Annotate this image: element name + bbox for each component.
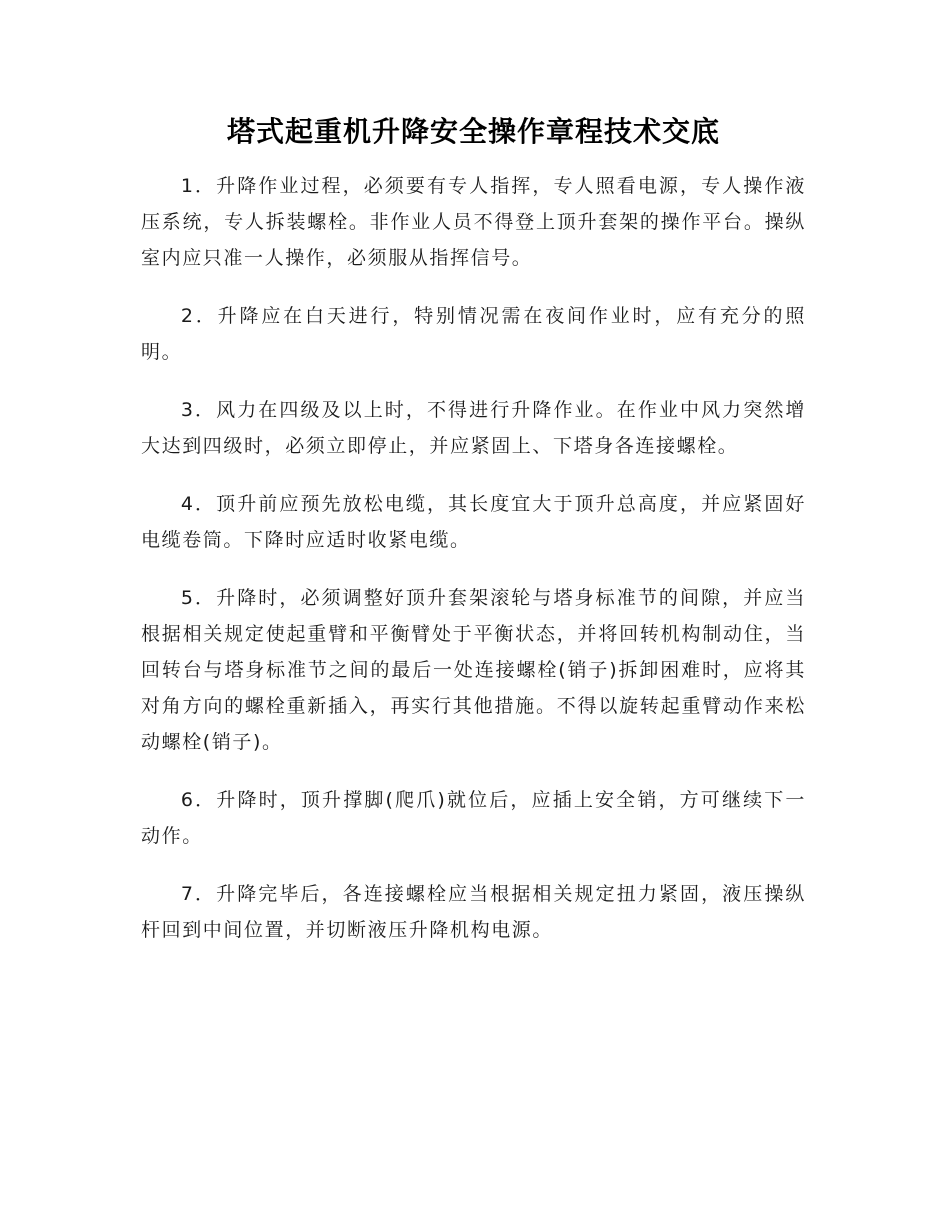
paragraph-1: 1．升降作业过程，必须要有专人指挥，专人照看电源，专人操作液压系统，专人拆装螺栓。非作业人员不得登上顶升套架的操作平台。操纵室内应只准一人操作，必须服从指挥信号。 — [141, 175, 806, 269]
paragraph-4: 4．顶升前应预先放松电缆，其长度宜大于顶升总高度，并应紧固好电缆卷筒。下降时应适时收紧电缆。 — [141, 493, 806, 551]
paragraph-3: 3．风力在四级及以上时，不得进行升降作业。在作业中风力突然增大达到四级时，必须立即停止，并应紧固上、下塔身各连接螺栓。 — [141, 399, 806, 457]
paragraph-2: 2．升降应在白天进行，特别情况需在夜间作业时，应有充分的照明。 — [141, 305, 806, 363]
paragraph-5: 5．升降时，必须调整好顶升套架滚轮与塔身标准节的间隙，并应当根据相关规定使起重臂和平衡臂处于平衡状态，并将回转机构制动住，当回转台与塔身标准节之间的最后一处连接螺栓(销子)拆卸困难时，应将其对角方向的螺栓重新插入，再实行其他措施。不得以旋转起重臂动作来松动螺栓(销子)。 — [141, 587, 806, 753]
paragraph-6: 6．升降时，顶升撑脚(爬爪)就位后，应插上安全销，方可继续下一动作。 — [141, 789, 806, 847]
document-title: 塔式起重机升降安全操作章程技术交底 — [226, 115, 720, 148]
paragraph-7: 7．升降完毕后，各连接螺栓应当根据相关规定扭力紧固，液压操纵杆回到中间位置，并切断液压升降机构电源。 — [141, 883, 806, 941]
